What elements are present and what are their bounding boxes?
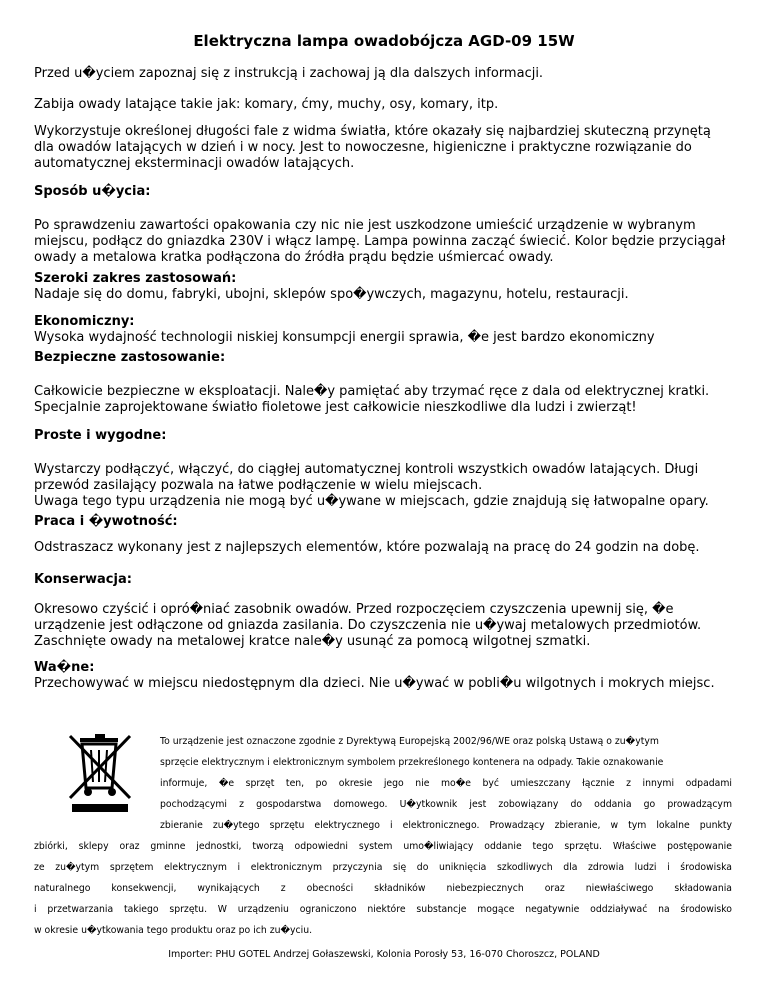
intro-paragraph-1: Przed u�yciem zapoznaj się z instrukcją i zachowaj ją dla dalszych informacji. — [34, 66, 544, 81]
section-heading: Praca i �ywotność: — [34, 514, 178, 529]
weee-line: pochodzącymi z gospodarstwa domowego. U�ytkownik jest zobowiązany do oddania go prowadzącym — [160, 799, 732, 810]
weee-line: zbiórki, sklepy oraz gminne jednostki, tworzą odpowiedni system umo�liwiający oddanie tego sprzętu. Właściwe postępowanie — [34, 841, 732, 852]
crossed-out-wheelie-bin-icon — [66, 732, 134, 814]
section-text: Wystarczy podłączyć, włączyć, do ciągłej automatycznej kontroli wszystkich owadów latających. Długi przewód zasilający pozwala na łatwe podłączenie w wielu miejscach. Uwaga tego typu urządzenia nie mogą być u�ywane w miejscach, gdzie znajdują się łatwopalne opary. — [34, 462, 709, 509]
section-text: Nadaje się do domu, fabryki, ubojni, sklepów spo�ywczych, magazynu, hotelu, restauracji. — [34, 287, 629, 302]
section-heading: Sposób u�ycia: — [34, 184, 151, 199]
section-simple — [34, 428, 746, 510]
weee-line: To urządzenie jest oznaczone zgodnie z Dyrektywą Europejską 2002/96/WE oraz polską Ustawą o zu�ytym — [160, 736, 659, 747]
section-text: Odstraszacz wykonany jest z najlepszych elementów, które pozwalają na pracę do 24 godzin na dobę. — [34, 540, 700, 555]
section-range — [34, 271, 746, 303]
intro-paragraph-3: Wykorzystuje określonej długości fale z widma światła, które okazały się najbardziej skuteczną przynętą dla owadów latających w dzień i w nocy. Jest to nowoczesne, higieniczne i praktyczne rozwiązanie do automatycznej eksterminacji owadów latających. — [34, 124, 711, 171]
section-maintenance — [34, 572, 746, 650]
weee-line: naturalnego konsekwencji, wynikających z obecności składników niebezpiecznych oraz niewłaściwego składowania — [34, 883, 732, 894]
weee-line: w okresie u�ytkowania tego produktu oraz po ich zu�yciu. — [34, 925, 313, 936]
section-important — [34, 660, 746, 692]
weee-line: informuje, �e sprzęt ten, po okresie jego nie mo�e być umieszczany łącznie z innymi odpadami — [160, 778, 732, 789]
section-usage — [34, 184, 746, 266]
intro-paragraph-2: Zabija owady latające takie jak: komary, ćmy, muchy, osy, komary, itp. — [34, 97, 499, 112]
weee-line: ze zu�ytym sprzętem elektrycznym i elektronicznym przyczynia się do uniknięcia szkodliwych dla zdrowia ludzi i środowiska — [34, 862, 732, 873]
section-heading: Proste i wygodne: — [34, 428, 167, 443]
section-heading: Konserwacja: — [34, 572, 132, 587]
section-lifetime — [34, 514, 746, 556]
section-heading: Wa�ne: — [34, 660, 95, 675]
importer-footer: Importer: PHU GOTEL Andrzej Gołaszewski, Kolonia Porosły 53, 16-070 Choroszcz, POLAND — [168, 949, 600, 960]
section-economic — [34, 314, 746, 346]
section-text: Wysoka wydajność technologii niskiej konsumpcji energii sprawia, �e jest bardzo ekonomiczny — [34, 330, 655, 345]
section-heading: Ekonomiczny: — [34, 314, 135, 329]
section-heading: Bezpieczne zastosowanie: — [34, 350, 226, 365]
section-text: Przechowywać w miejscu niedostępnym dla dzieci. Nie u�ywać w pobli�u wilgotnych i mokrych miejsc. — [34, 676, 715, 691]
section-text: Całkowicie bezpieczne w eksploatacji. Nale�y pamiętać aby trzymać ręce z dala od elektrycznej kratki. Specjalnie zaprojektowane światło fioletowe jest całkowicie nieszkodliwe dla ludzi i zwierząt! — [34, 384, 710, 415]
weee-line: zbieranie zu�ytego sprzętu elektrycznego i elektronicznego. Prowadzący zbieranie, w tym lokalne punkty — [160, 820, 732, 831]
document-title: Elektryczna lampa owadobójcza AGD-09 15W — [193, 32, 575, 50]
section-safety — [34, 350, 746, 416]
section-text: Okresowo czyścić i opró�niać zasobnik owadów. Przed rozpoczęciem czyszczenia upewnij się, �e urządzenie jest odłączone od gniazda zasilania. Do czyszczenia nie u�ywaj metalowych przedmiotów. Zaschnięte owady na metalowej kratce nale�y usunąć za pomocą wilgotnej szmatki. — [34, 602, 702, 649]
weee-line: i przetwarzania takiego sprzętu. W urządzeniu ograniczono niektóre substancje mogące negatywnie oddziaływać na środowisko — [34, 904, 732, 915]
section-heading: Szeroki zakres zastosowań: — [34, 271, 237, 286]
section-text: Po sprawdzeniu zawartości opakowania czy nic nie jest uszkodzone umieścić urządzenie w wybranym miejscu, podłącz do gniazdka 230V i włącz lampę. Lampa powinna zacząć świecić. Kolor będzie przyciągał owady a metalowa kratka podłączona do źródła prądu będzie uśmiercać owady. — [34, 218, 726, 265]
weee-line: sprzęcie elektrycznym i elektronicznym symbolem przekreślonego kontenera na odpady. Takie oznakowanie — [160, 757, 664, 768]
